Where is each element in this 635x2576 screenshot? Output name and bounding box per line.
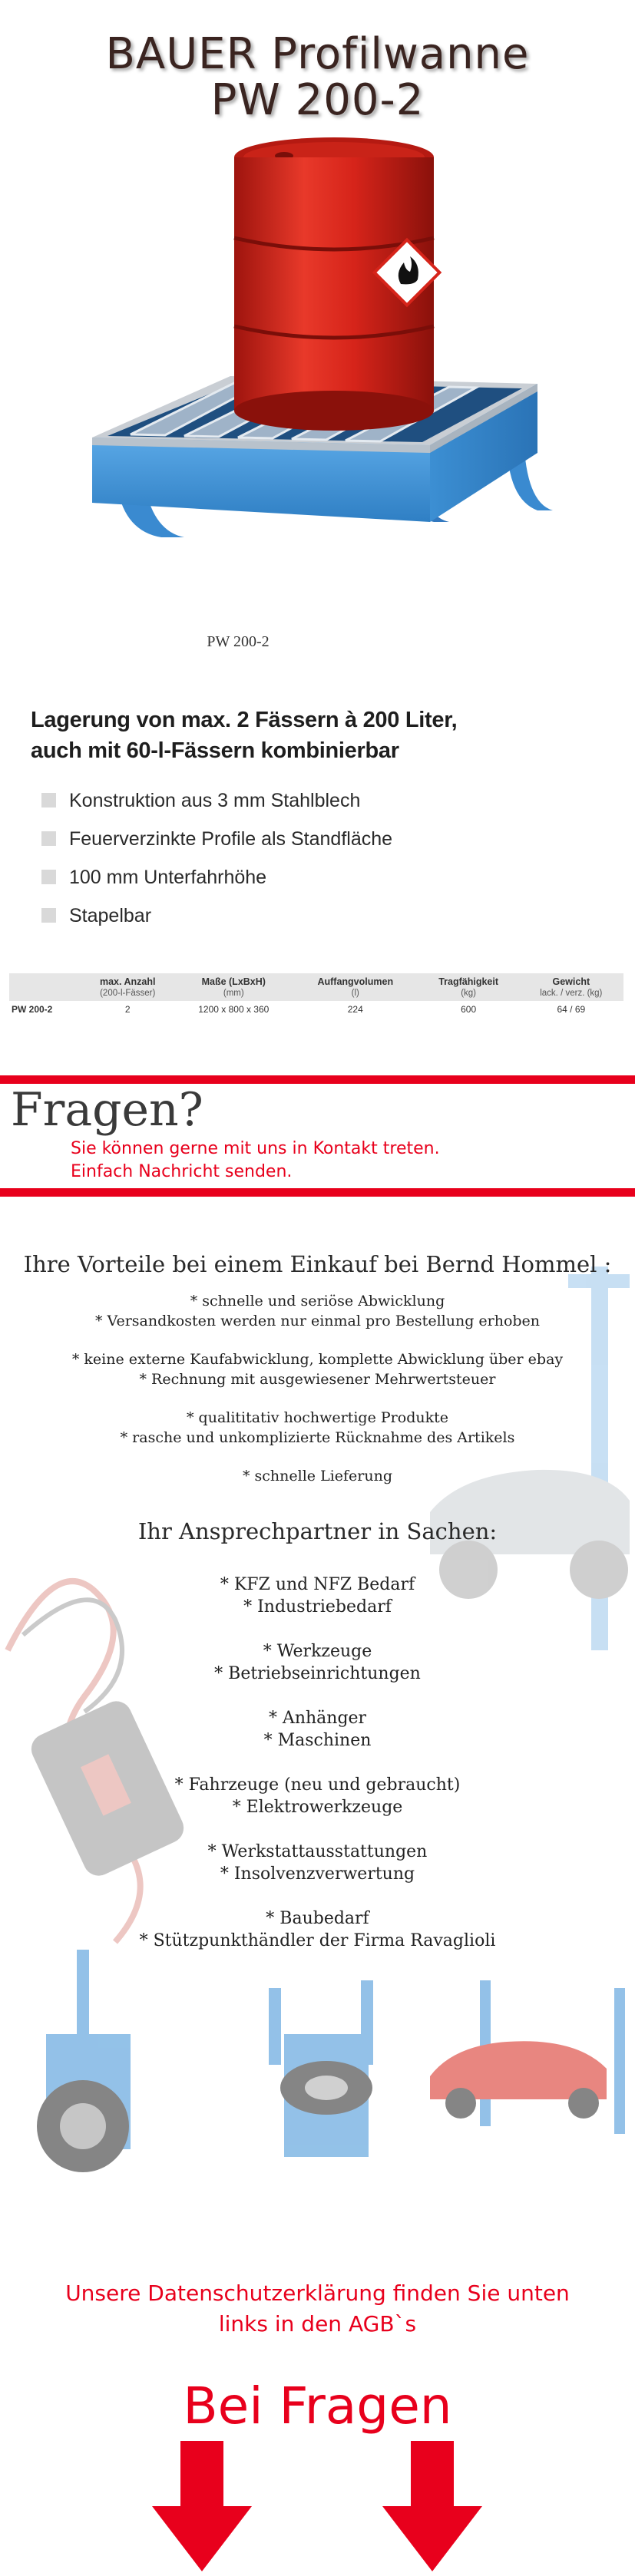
spec-header-sub: (200-l-Fässer) <box>100 989 156 998</box>
spec-table <box>9 973 623 1018</box>
features-heading <box>31 705 568 766</box>
feature-text: Feuerverzinkte Profile als Standfläche <box>69 828 393 850</box>
service-item: * Werkstattausstattungen <box>207 1842 428 1861</box>
service-item: * Anhänger <box>268 1709 367 1728</box>
service-item: * Betriebseinrichtungen <box>214 1664 421 1683</box>
advantage-item: * qualititativ hochwertige Produkte <box>187 1409 448 1426</box>
service-item: * Elektrowerkzeuge <box>232 1798 403 1817</box>
spec-table-row <box>9 1001 623 1018</box>
spec-cell-dimensions: 1200 x 800 x 360 <box>198 1004 270 1015</box>
advantage-item: * keine externe Kaufabwicklung, komplette Abwicklung über ebay <box>71 1351 564 1368</box>
service-item: * Maschinen <box>263 1731 372 1750</box>
down-arrow-icon <box>382 2441 482 2571</box>
feature-text: Stapelbar <box>69 905 152 926</box>
product-image-area <box>31 130 604 668</box>
square-bullet-icon <box>41 793 56 807</box>
spec-cell-capacity: 600 <box>461 1004 477 1015</box>
feature-item <box>31 781 568 820</box>
advantage-item: * Rechnung mit ausgewiesener Mehrwertsteuer <box>139 1371 496 1388</box>
spec-header-main: Tragfähigkeit <box>438 976 498 987</box>
service-item: * Stützpunkthändler der Firma Ravaglioli <box>139 1931 496 1950</box>
square-bullet-icon <box>41 870 56 884</box>
spec-header-main: Gewicht <box>552 976 590 987</box>
feature-item <box>31 820 568 858</box>
contact-text-line-1: Sie können gerne mit uns in Kontakt treten. <box>71 1139 440 1158</box>
spec-cell-weight: 64 / 69 <box>557 1004 586 1015</box>
spec-header-count <box>81 973 175 1001</box>
advantage-item: * Versandkosten werden nur einmal pro Bestellung erhoben <box>94 1313 541 1329</box>
spec-table-header-row <box>9 973 623 1001</box>
spec-header <box>9 973 81 1001</box>
spec-header-weight <box>519 973 623 1001</box>
service-item: * Industriebedarf <box>243 1597 392 1617</box>
feature-item <box>31 897 568 935</box>
feature-text: 100 mm Unterfahrhöhe <box>69 867 267 888</box>
features-heading-line-1: Lagerung von max. 2 Fässern à 200 Liter, <box>31 708 458 732</box>
service-item: * KFZ und NFZ Bedarf <box>220 1575 415 1594</box>
contact-text-line-2: Einfach Nachricht senden. <box>71 1162 293 1181</box>
spec-header-main: max. Anzahl <box>99 976 156 987</box>
service-item: * Fahrzeuge (neu und gebraucht) <box>174 1775 461 1795</box>
spec-header-sub: lack. / verz. (kg) <box>540 989 603 998</box>
feature-text: Konstruktion aus 3 mm Stahlblech <box>69 790 361 811</box>
advantage-item: * schnelle und seriöse Abwicklung <box>190 1293 445 1309</box>
features-block <box>31 705 568 935</box>
square-bullet-icon <box>41 831 56 846</box>
spec-header-sub: (mm) <box>223 989 244 998</box>
advantage-item: * schnelle Lieferung <box>242 1468 393 1485</box>
info-section <box>0 1220 635 2387</box>
service-item: * Baubedarf <box>266 1909 369 1928</box>
spec-header-dimensions <box>175 973 293 1001</box>
spec-header-main: Auffangvolumen <box>317 976 394 987</box>
spec-header-sub: (kg) <box>461 989 477 998</box>
spec-header-sub: (l) <box>351 989 359 998</box>
down-arrow-icon <box>152 2441 252 2571</box>
spec-cell-count: 2 <box>124 1004 131 1015</box>
questions-heading: Bei Fragen <box>183 2376 452 2436</box>
spec-header-volume <box>293 973 418 1001</box>
privacy-notice <box>0 2278 635 2340</box>
spec-cell-model: PW 200-2 <box>12 1004 53 1015</box>
contact-person-heading: Ihr Ansprechpartner in Sachen: <box>137 1518 498 1544</box>
advantage-item: * rasche und unkomplizierte Rücknahme des Artikels <box>120 1429 515 1446</box>
service-item: * Insolvenzverwertung <box>220 1864 415 1884</box>
features-heading-line-2: auch mit 60-l-Fässern kombinierbar <box>31 738 399 763</box>
red-divider <box>0 1188 635 1197</box>
title-line-2: PW 200-2 <box>210 75 425 125</box>
spec-header-main: Maße (LxBxH) <box>201 976 266 987</box>
feature-item <box>31 858 568 897</box>
advantages-heading: Ihre Vorteile bei einem Einkauf bei Bernd Hommel : <box>23 1251 612 1277</box>
spec-cell-volume: 224 <box>347 1004 363 1015</box>
product-caption: PW 200-2 <box>207 633 270 650</box>
title-line-1: BAUER Profilwanne <box>105 29 530 79</box>
square-bullet-icon <box>41 908 56 923</box>
service-item: * Werkzeuge <box>263 1642 372 1661</box>
privacy-notice-line-2: links in den AGB`s <box>218 2311 417 2337</box>
contact-heading: Fragen? <box>11 1083 203 1137</box>
contact-text[interactable] <box>71 1138 440 1184</box>
drip-tray-with-barrel-image <box>31 130 604 637</box>
feature-list <box>31 781 568 935</box>
privacy-notice-line-1: Unsere Datenschutzerklärung finden Sie unten <box>65 2280 570 2306</box>
spec-header-capacity <box>418 973 519 1001</box>
